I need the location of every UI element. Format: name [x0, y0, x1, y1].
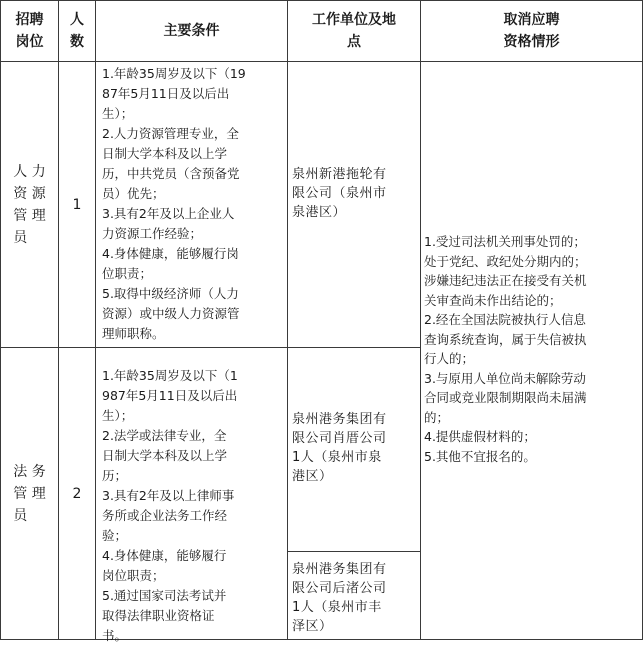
disqualify-line: 5.其他不宜报名的。	[424, 448, 536, 464]
row2-position	[1, 348, 58, 639]
condition-line: 取得法律职业资格证	[102, 608, 215, 623]
position-label: 法 务 管 理 员	[13, 463, 46, 524]
condition-line: 5.取得中级经济师（人力	[102, 286, 239, 301]
unit-line: 1人（泉州市丰	[292, 600, 382, 615]
condition-line: 1.年龄35周岁及以下（19	[102, 66, 246, 81]
condition-line: 生）；	[102, 106, 134, 121]
condition-line: 5.通过国家司法考试并	[102, 588, 227, 603]
unit-divider	[287, 551, 420, 552]
unit-line: 泉州新港拖轮有	[292, 167, 387, 182]
condition-line: 务所或企业法务工作经	[102, 508, 228, 523]
disqualify-line: 处于党纪、政纪处分期内的；	[424, 253, 587, 269]
unit-line: 港区）	[292, 469, 333, 484]
unit-line: 限公司（泉州市	[292, 186, 387, 201]
disqualify-line: 涉嫌违纪违法正在接受有关机	[424, 273, 587, 288]
row1-unit	[292, 165, 418, 245]
row2-count	[59, 348, 95, 639]
unit-line: 1人（泉州市泉	[292, 450, 382, 465]
unit-line: 限公司肖厝公司	[292, 431, 387, 446]
unit-line: 泉州港务集团有	[292, 562, 387, 577]
condition-line: 日制大学本科及以上学	[102, 146, 228, 161]
col-divider-3	[287, 0, 288, 640]
unit-line: 泽区）	[292, 619, 333, 634]
unit-line: 限公司后渚公司	[292, 581, 387, 596]
condition-line: 力资源工作经验；	[102, 226, 203, 241]
condition-line: 3.具有2年及以上律师事	[102, 488, 235, 503]
unit-line: 泉州港务集团有	[292, 412, 387, 427]
header-unit: 工作单位及地 点	[312, 12, 396, 50]
condition-line: 书。	[102, 628, 128, 643]
condition-line: 理师职称。	[102, 326, 165, 341]
condition-line: 3.具有2年及以上企业人	[102, 206, 235, 221]
table-border-bottom	[0, 639, 643, 640]
condition-line: 4.身体健康，能够履行	[102, 548, 227, 563]
condition-line: 2.法学或法律专业，全	[102, 428, 227, 443]
condition-line: 87年5月11日及以后出	[102, 86, 230, 101]
header-position: 招聘 岗位	[15, 12, 44, 50]
condition-line: 资源）或中级人力资源管	[102, 306, 240, 321]
count-value: 1	[72, 196, 82, 213]
row2-conditions	[96, 366, 287, 643]
condition-line: 历，中共党员（含预备党	[102, 166, 240, 181]
disqualify-line: 4.提供虚假材料的；	[424, 429, 536, 444]
condition-line: 4.身体健康，能够履行岗	[102, 246, 239, 261]
disqualify-line: 的；	[424, 409, 450, 425]
disqualify-list	[424, 232, 640, 472]
header-disqualify: 取消应聘 资格情形	[503, 12, 560, 50]
header-count: 人 数	[70, 12, 84, 50]
condition-line: 历；	[102, 468, 128, 483]
row1-count	[59, 62, 95, 347]
row2-unit-houzhu	[292, 560, 418, 638]
condition-line: 位职责；	[102, 266, 153, 281]
disqualify-line: 行人的；	[424, 351, 475, 366]
condition-line: 2.人力资源管理专业，全	[102, 126, 239, 141]
row1-position	[1, 62, 58, 347]
condition-line: 岗位职责；	[102, 568, 165, 583]
disqualify-line: 查询系统查询，属于失信被执	[424, 331, 587, 347]
header-divider	[0, 61, 643, 62]
condition-line: 987年5月11日及以后出	[102, 388, 238, 403]
unit-line: 泉港区）	[292, 205, 347, 220]
condition-line: 验；	[102, 528, 128, 543]
row2-unit-xiaocuo	[292, 410, 418, 490]
condition-line: 1.年龄35周岁及以下（1	[102, 368, 238, 383]
header-conditions: 主要条件	[163, 23, 220, 39]
count-value: 2	[72, 485, 82, 502]
condition-line: 生）；	[102, 408, 134, 423]
disqualify-line: 1.受过司法机关刑事处罚的；	[424, 234, 586, 249]
disqualify-line: 关审查尚未作出结论的；	[424, 292, 562, 308]
col-divider-4	[420, 0, 421, 640]
disqualify-line: 2.经在全国法院被执行人信息	[424, 312, 586, 327]
disqualify-line: 3.与原用人单位尚未解除劳动	[424, 370, 586, 386]
condition-line: 日制大学本科及以上学	[102, 448, 228, 463]
position-label: 人 力 资 源 管 理 员	[13, 163, 46, 246]
disqualify-line: 合同或竞业限制期限尚未届满	[424, 390, 587, 405]
condition-line: 员）优先；	[102, 186, 165, 201]
row1-conditions	[96, 64, 287, 347]
